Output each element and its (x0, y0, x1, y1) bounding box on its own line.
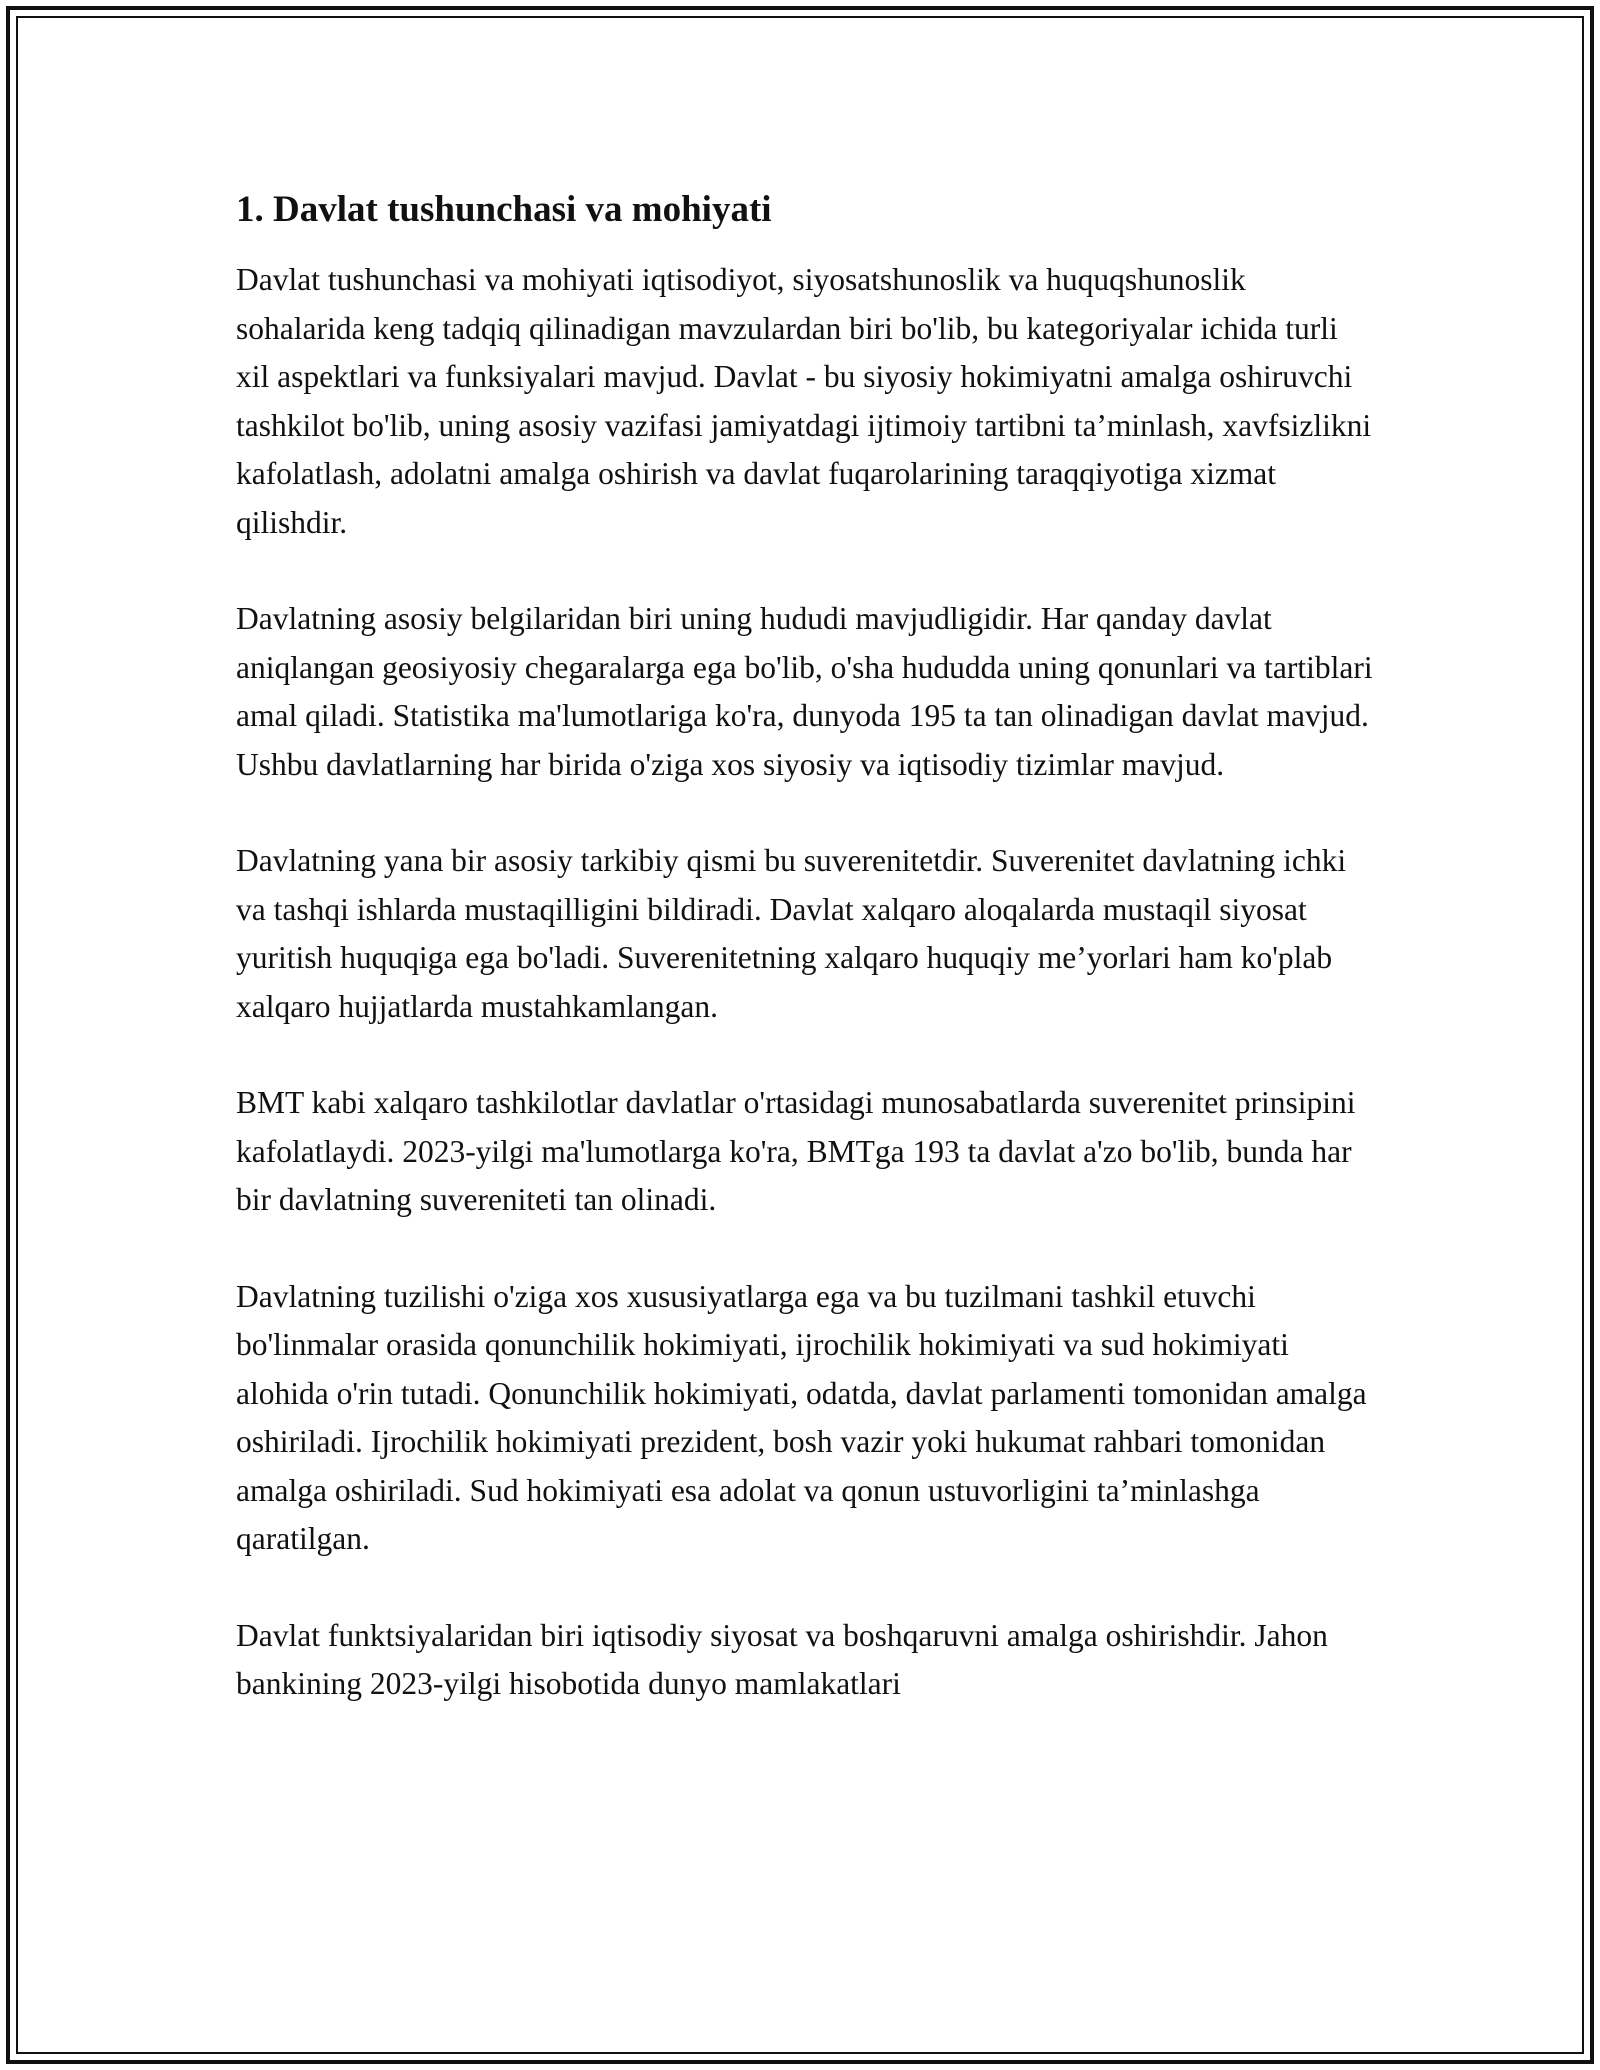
section-heading: 1. Davlat tushunchasi va mohiyati (236, 189, 772, 230)
paragraph-5: Davlatning tuzilishi o'ziga xos xususiyatlarga ega va bu tuzilmani tashkil etuvchi bo'linmalar orasida qonunchilik hokimiyati, ijrochilik hokimiyati va sud hokimiyati alohida o'rin tutadi. Qonunchilik hokimiyati, odatda, davlat parlamenti tomonidan amalga oshiriladi. Ijrochilik hokimiyati prezident, bosh vazir yoki hukumat rahbari tomonidan amalga oshiriladi. Sud hokimiyati esa adolat va qonun ustuvorligini ta’minlashga qaratilgan. (236, 1278, 1367, 1556)
paragraph-2: Davlatning asosiy belgilaridan biri uning hududi mavjudligidir. Har qanday davlat aniqlangan geosiyosiy chegaralarga ega bo'lib, o'sha hududda uning qonunlari va tartiblari amal qiladi. Statistika ma'lumotlariga ko'ra, dunyoda 195 ta tan olinadigan davlat mavjud. Ushbu davlatlarning har birida o'ziga xos siyosiy va iqtisodiy tizimlar mavjud. (236, 601, 1373, 782)
document-body (236, 186, 1376, 1757)
paragraph-3: Davlatning yana bir asosiy tarkibiy qismi bu suverenitetdir. Suverenitet davlatning ichki va tashqi ishlarda mustaqilligini bildiradi. Davlat xalqaro aloqalarda mustaqil siyosat yuritish huquqiga ega bo'ladi. Suverenitetning xalqaro huquqiy me’yorlari ham ko'plab xalqaro hujjatlarda mustahkamlangan. (236, 843, 1347, 1024)
paragraph-4: BMT kabi xalqaro tashkilotlar davlatlar o'rtasidagi munosabatlarda suverenitet prinsipini kafolatlaydi. 2023-yilgi ma'lumotlarga ko'ra, BMTga 193 ta davlat a'zo bo'lib, bunda har bir davlatning suvereniteti tan olinadi. (236, 1085, 1356, 1217)
paragraph-1: Davlat tushunchasi va mohiyati iqtisodiyot, siyosatshunoslik va huquqshunoslik sohalarida keng tadqiq qilinadigan mavzulardan biri bo'lib, bu kategoriyalar ichida turli xil aspektlari va funksiyalari mavjud. Davlat - bu siyosiy hokimiyatni amalga oshiruvchi tashkilot bo'lib, uning asosiy vazifasi jamiyatdagi ijtimoiy tartibni ta’minlash, xavfsizlikni kafolatlash, adolatni amalga oshirish va davlat fuqarolarining taraqqiyotiga xizmat qilishdir. (236, 262, 1372, 540)
paragraph-6: Davlat funktsiyalaridan biri iqtisodiy siyosat va boshqaruvni amalga oshirishdir. Jahon bankining 2023-yilgi hisobotida dunyo mamlakatlari (236, 1617, 1328, 1701)
